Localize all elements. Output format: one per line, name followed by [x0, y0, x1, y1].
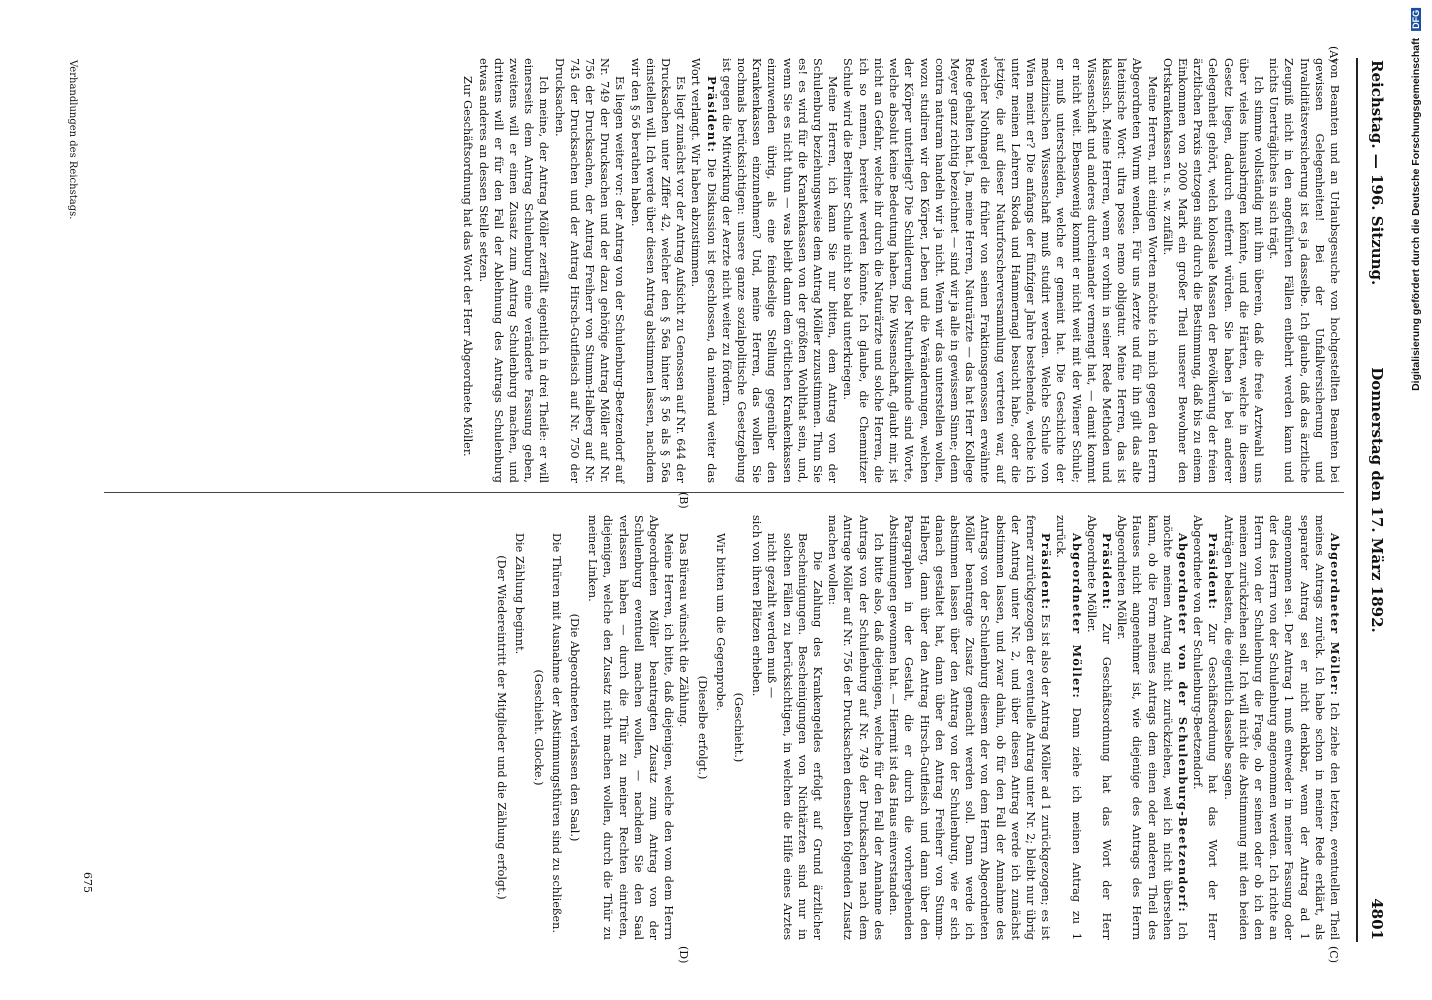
paragraph-text: Ich meine, der Antrag Möller zerfällt eigentlich in drei Theile: er will einerseits dem Antrag Schulenburg eine veränderte Fassung geben, zweitens will er einen Zusatz zum Antrag Schulenburg machen, und drittens will er für den Fall der Ablehnung des Antrags Schulenburg etwas anderes an dessen Stelle setzen.	[476, 58, 551, 483]
speaker-name: Abgeordneter Möller:	[1069, 533, 1084, 699]
speaker-name: Abgeordneter Möller:	[1328, 533, 1342, 697]
paragraph-text: Das Büreau wünscht die Zählung.	[677, 533, 691, 728]
footer-publication: Verhandlungen des Reichstags.	[67, 60, 78, 220]
paragraph-text: Zur Geschäftsordnung hat das Wort der Herr Abgeordnete Möller.	[461, 76, 475, 457]
paragraph-text: Die Zahlung des Krankengeldes erfolgt auf Grund ärztlicher Bescheinigungen. Bescheinigungen von Nichtärzten sind nur in solchen Fällen zu berücksichtigen, in welchen die Hilfe eines Arztes nicht gezahlt werden muß —	[765, 533, 825, 940]
stage-direction	[567, 515, 582, 940]
paragraph	[585, 515, 676, 940]
stage-direction	[731, 515, 746, 940]
paragraph-text: Die Zählung beginnt.	[513, 533, 527, 655]
left-column	[460, 58, 1342, 483]
paragraph-text: (Geschieht.)	[732, 692, 746, 763]
paragraph-text: Die Thüren mit Ausnahme der Abstimmungsthüren sind zu schließen.	[549, 533, 563, 933]
stage-direction	[530, 515, 545, 940]
paragraph-text: Zur Geschäftsordnung hat das Wort der Herr Abgeordnete Möller.	[1084, 515, 1113, 940]
paragraph-text: Die Diskussion ist geschlossen, da niemand weiter das Wort verlangt. Wir haben abzustimmen.	[689, 58, 718, 483]
page-number: 4801	[1368, 898, 1386, 940]
speaker-name: Präsident:	[1206, 533, 1221, 611]
speaker-name: Abgeordneter von der Schulenburg-Beetzendorf:	[1175, 533, 1190, 913]
dfg-logo: DFG	[1411, 10, 1421, 29]
margin-marker-a: (A)	[1327, 46, 1340, 63]
paragraph-text: (Geschieht. Glocke.)	[531, 669, 545, 786]
dfg-credit-text: Digitalisierung gefördert durch die Deutsche Forschungsgemeinschaft	[1410, 37, 1422, 391]
right-column	[491, 515, 1342, 940]
paragraph	[764, 515, 825, 940]
stage-direction	[694, 515, 709, 940]
paragraph	[749, 515, 764, 940]
paragraph	[549, 515, 564, 940]
paragraph-text: von Beamten und an Urlaubsgesuche von hochgestellten Beamten bei gewissen Gelegenheiten! Bei der Unfallversicherung und Invaliditätsversicherung ist es ja dasselbe. Ich glaube, daß das ärztliche Zeugniß nicht in den angeführten Fällen entbehrt werden kann und nichts Unerträgliches in sich trägt.	[1267, 58, 1341, 483]
paragraph	[713, 515, 728, 940]
margin-marker-c: (C)	[1327, 946, 1340, 963]
speaker-paragraph	[1084, 515, 1114, 940]
paragraph	[475, 58, 551, 483]
paragraph-text: Ich möchte meinen Antrag nicht zurückziehen, weil ich nicht übersehen kann, ob die Form meines Antrags dem einen oder anderen Theil des Hauses nicht angenehmer ist, wie diejenige des Antrags des Herrn Abgeordneten Möller.	[1115, 515, 1189, 940]
dfg-credit-strip	[1408, 0, 1430, 1000]
paragraph-text: Es ist also der Antrag Möller ad 1 zurückgezogen; es ist ferner zurückgezogen der eventuelle Antrag unter Nr. 2; bleibt nur übrig der Antrag unter Nr. 2, und über diesen Antrag werde ich zunächst abstimmen lassen, und zwar dahin, ob für den Fall der Annahme des Antrags von der Schulenburg diesem der von dem Herrn Abgeordneten Möller beantragte Zusatz gemacht werden soll. Dann werde ich abstimmen lassen über den Antrag von der Schulenburg, wie er sich danach gestaltet hat, dann über den Antrag Freiherr von Stumm-Halberg, dann über den Antrag Hirsch-Gutfleisch und dann über den Paragraphen in der Gestalt, die er durch die vorhergehenden Abstimmungen gewonnen hat. — Hiermit ist das Haus einverstanden.	[887, 515, 1053, 940]
stage-direction	[494, 515, 509, 940]
running-header	[1354, 0, 1394, 1000]
paragraph-text: Meine Herren, ich bitte, daß diejenigen, welche den vom dem Herrn Abgeordneten Möller beantragten Zusatz zum Antrag von der Schulenburg eventuell machen wollen, — nachdem Sie den Saal verlassen haben — durch die Thür zu meiner Rechten eintreten, diejenigen, welche den Zusatz nicht machen wollen, durch die Thür zu meiner Linken.	[586, 515, 676, 940]
footer-page-code: 675	[81, 872, 94, 893]
paragraph	[551, 58, 627, 483]
paragraph-text: Ich stimme vollständig mit ihm überein, daß die freie Arztwahl uns über vieles hinausbringen könnte, und die Härten, welche in diesem Gesetz liegen, dadurch entfernt würden. Sie haben ja bei anderer Gelegenheit gehört, welch kolossale Massen der Bevölkerung der freien ärztlichen Praxis entzogen sind durch die Bestimmung, daß bis zu einem Einkommen von 2000 Mark ein großer Theil unserer Bewohner den Ortskrankenkassen u. s. w. zufällt.	[1160, 58, 1265, 483]
speaker-paragraph	[886, 515, 1053, 940]
paragraph-text: Ich ziehe den letzten, eventuellen Theil meines Antrags zurück. Ich habe schon in meiner Rede erklärt, als separater Antrag sei er nicht denkbar, wenn der Antrag ad 1 angenommen sei. Der Antrag 1 muß entweder in meiner Fassung oder der des Herrn von der Schulenburg angenommen werden. Ich richte an Herrn von der Schulenburg die Frage, ob er seinen oder ob ich den meinen zurückziehen soll. Ich will nicht die Abstimmung mit den beiden Anträgen belasten, die eigentlich dasselbe sagen.	[1221, 515, 1341, 941]
paragraph-text: Es liegen weiter vor: der Antrag von der Schulenburg-Beetzendorf auf Nr. 749 der Drucksachen und der dazu gehörige Antrag Möller auf Nr. 756 der Drucksachen, der Antrag Freiherr von Stumm-Halberg auf Nr. 745 der Drucksachen und der Antrag Hirsch-Gutfleisch auf Nr. 750 der Drucksachen.	[552, 58, 627, 483]
paragraph-text: Meine Herren, mit einigen Worten möchte ich mich gegen den Herrn Abgeordneten Wurm wenden. Für uns Aerzte und für ihn gilt das alte lateinische Wort: ultra posse nemo obligatur. Meine Herren, das ist klassisch. Meine Herren, wenn er vorhin in seiner Rede Methoden und Wissenschaft und anderes durcheinander vermengt hat, — damit kommt er nicht weit. Ebensowenig kommt er nicht weit mit der Wiener Schule; er muß unterscheiden, welche er gemeint hat. Die Geschichte der medizinischen Wissenschaft muß studirt werden. Welche Schule von Wien meint er? Die anfangs der fünfziger Jahre bestehende, welche ich unter meinen Lehrern Skoda und Hammernagl besucht habe, oder die jetzige, die auf dieser Naturforscherversammlung vertreten war, auf welcher Nothnagel die früher von seinen Fraktionsgenossen erwähnte Rede gehalten hat. Ja, meine Herren, Naturärzte — das hat Herr Kollege Meyer ganz richtig bezeichnet — sind wir ja alle in gewissem Sinne; denn contra naturam handeln wir ja nicht. Wenn wir das unterstellen wollen, wozu studiren wir den Körper, Leben und die Veränderungen, welchen der Körper unterliegt? Die Schilderung der Naturheilkunde sind Worte, welche absolut keine Bedeutung haben. Die Wissenschaft, glaubt mir, ist nicht an Gefahr, welche ihr durch die Naturärzte und solche Herren, die ich so nennen, bereitet werden könnte. Ich glaube, die Chemnitzer Schule wird die Berliner Schule nicht so bald unterkriegen.	[841, 58, 1159, 483]
paragraph	[840, 58, 1159, 483]
paragraph-text: Wir bitten um die Gegenprobe.	[713, 533, 727, 712]
header-session: Reichstag. — 196. Sitzung.	[1368, 60, 1386, 286]
paragraph-text: sich von ihren Plätzen erheben.	[750, 515, 764, 697]
speaker-name: Präsident:	[1039, 533, 1054, 611]
speaker-paragraph	[688, 58, 718, 483]
dfg-credit	[1410, 8, 1422, 391]
paragraph	[512, 515, 527, 940]
speaker-paragraph	[1053, 515, 1083, 940]
paragraph	[627, 58, 688, 483]
paragraph-text: (Die Abgeordneten verlassen den Saal.)	[568, 613, 582, 842]
paragraph-text: Zur Geschäftsordnung hat das Wort der Herr Abgeordnete von der Schulenburg-Beetzendorf.	[1191, 515, 1220, 940]
margin-marker-b: (B)	[677, 492, 690, 509]
paragraph	[825, 515, 886, 940]
speaker-paragraph	[1220, 515, 1342, 940]
paragraph	[1160, 58, 1266, 483]
header-rule	[1356, 58, 1358, 942]
paragraph-text: (Dieselbe erfolgt.)	[695, 675, 709, 780]
header-date: Donnerstag den 17. März 1892.	[1368, 367, 1386, 633]
speaker-name: Präsident:	[1099, 533, 1114, 611]
paragraph	[676, 515, 691, 940]
speaker-name: Präsident:	[704, 76, 719, 154]
paragraph-text: Meine Herren, ich kann Sie nur bitten, dem Antrag von der Schulenburg beziehungsweise dem Antrag Möller zuzustimmen. Thun Sie es! es wird für die Krankenkassen von der größten Wohlthat sein, und, wenn Sie es nicht thun — was bleibt dann dem örtlichen Krankenkassen einzuwenden übrig, als eine feindselige Stellung gegenüber den Krankenkassen einzunehmen? Und, meine Herren, das wollen Sie nochmals berücksichtigen: unsere ganze sozialpolitische Gesetzgebung ist gegen die Mitwirkung der Aerzte nicht weiter zu fördern.	[719, 58, 840, 483]
paragraph-text: (Der Wiedereintritt der Mitglieder und die Zählung erfolgt.)	[495, 555, 509, 900]
paragraph-text: Dann ziehe ich meinen Antrag zu 1 zurück.	[1054, 515, 1083, 941]
paragraph-text: Ich bitte also, daß diejenigen, welche für den Fall der Annahme des Antrags von der Schulenburg auf Nr. 749 der Drucksachen nach dem Antrage Möller auf Nr. 756 der Drucksachen denselben folgenden Zusatz machen wollen:	[826, 515, 885, 940]
paragraph	[719, 58, 841, 483]
column-divider	[104, 492, 1344, 493]
margin-marker-d: (D)	[677, 946, 690, 964]
speaker-paragraph	[1190, 515, 1220, 940]
paragraph-text: Es liegt zunächst vor der Antrag Aufsicht zu Genossen auf Nr. 644 der Drucksachen unter Ziffer 42, welcher den § 56a hinter § 56 als § 56a einstellen will. Ich werde über diesen Antrag abstimmen lassen, nachdem wir den § 56 berathen haben.	[628, 58, 688, 483]
paragraph	[1266, 58, 1342, 483]
paragraph	[460, 58, 475, 483]
speaker-paragraph	[1114, 515, 1190, 940]
